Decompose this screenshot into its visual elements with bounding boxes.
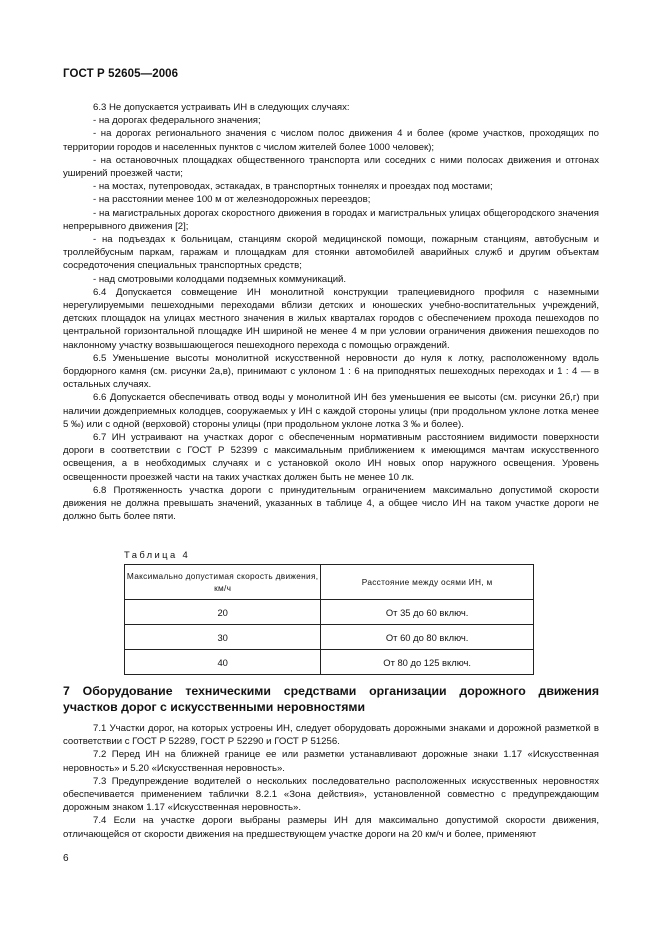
- table-cell-distance: От 80 до 125 включ.: [321, 650, 534, 675]
- table-row: [125, 625, 534, 650]
- section-6-body: [63, 101, 599, 524]
- document-header: ГОСТ Р 52605—2006: [63, 68, 179, 80]
- table-row: [125, 650, 534, 675]
- paragraph-6-6: 6.6 Допускается обеспечивать отвод воды у монолитной ИН без уменьшения ее высоты (см. рисунки 2б,г) при наличии дождеприемных колодцев, сооружаемых у ИН с каждой стороны улицы (при продольном уклоне лотка менее 5 ‰) или с одной (верховой) стороны улицы (при продольном уклоне лотка 3 ‰ и более).: [63, 392, 599, 430]
- table-cell-distance: От 35 до 60 включ.: [321, 600, 534, 625]
- table-row: [125, 600, 534, 625]
- list-item: - над смотровыми колодцами подземных коммуникаций.: [93, 273, 347, 285]
- section-7-heading: 7 Оборудование техническими средствами организации дорожного движения участков дорог с искусственными неровностями: [63, 684, 599, 714]
- column-header-distance: Расстояние между осями ИН, м: [321, 565, 534, 600]
- table-cell-speed: 20: [125, 600, 321, 625]
- table-4: [124, 564, 534, 675]
- paragraph-6-3: 6.3 Не допускается устраивать ИН в следующих случаях:: [93, 102, 350, 113]
- paragraph-6-7: 6.7 ИН устраивают на участках дорог с обеспеченным нормативным расстоянием видимости поверхности дороги в соответствии с ГОСТ Р 52399 с максимальным приближением к имеющимся мачтам искусственного освещения, а в необходимых случаях и с установкой около ИН новых опор наружного освещения. Уровень освещенности проезжей части на таких участках должен быть не менее 10 лк.: [63, 432, 599, 483]
- table-header-row: [125, 565, 534, 600]
- column-header-speed: Максимально допустимая скорость движения, км/ч: [125, 565, 321, 600]
- list-item: - на дорогах регионального значения с числом полос движения 4 и более (кроме участков, проходящих по территории городов и населенных пунктов с числом жителей более 1000 человек);: [63, 128, 599, 153]
- paragraph-7-1: 7.1 Участки дорог, на которых устроены ИН, следует оборудовать дорожными знаками и дорожной разметкой в соответствии с ГОСТ Р 52289, ГОСТ Р 52290 и ГОСТ Р 51256.: [63, 723, 599, 748]
- table-cell-speed: 40: [125, 650, 321, 675]
- table-caption: Таблица 4: [124, 549, 191, 560]
- list-item: - на подъездах к больницам, станциям скорой медицинской помощи, пожарным станциям, автобусным и троллейбусным паркам, гаражам и площадкам для стоянки автомобилей аварийных служб и другим объектам сосредоточения специальных транспортных средств;: [63, 234, 599, 272]
- paragraph-7-2: 7.2 Перед ИН на ближней границе ее или разметки устанавливают дорожные знаки 1.17 «Искусственная неровность» и 5.20 «Искусственная неровность».: [63, 749, 599, 774]
- table-cell-distance: От 60 до 80 включ.: [321, 625, 534, 650]
- list-item: - на остановочных площадках общественного транспорта или соседних с ними полосах движения и отгонах уширений проезжей части;: [63, 154, 599, 180]
- paragraph-6-8: 6.8 Протяженность участка дороги с принудительным ограничением максимально допустимой скорости движения не должна превышать значений, указанных в таблице 4, а общее число ИН на таком участке дороги не должно быть более пяти.: [63, 484, 599, 523]
- list-item: - на мостах, путепроводах, эстакадах, в транспортных тоннелях и проездах под мостами;: [93, 181, 493, 193]
- list-item: - на дорогах федерального значения;: [93, 115, 261, 127]
- list-item: - на расстоянии менее 100 м от железнодорожных переездов;: [93, 194, 371, 206]
- section-7-body: [63, 722, 599, 841]
- list-item: - на магистральных дорогах скоростного движения в городах и магистральных улицах общегородского значения непрерывного движения [2];: [63, 207, 599, 232]
- paragraph-7-4: 7.4 Если на участке дороги выбраны размеры ИН для максимально допустимой скорости движения, отличающейся от скорости движения на предшествующем участке дороги на 20 км/ч и более, применяют: [63, 815, 599, 840]
- paragraph-6-5: 6.5 Уменьшение высоты монолитной искусственной неровности до нуля к лотку, расположенному вдоль бордюрного камня (см. рисунки 2а,в), принимают с уклоном 1 : 6 на приподнятых пешеходных переходах и 1 : 4 — в остальных случаях.: [63, 352, 599, 391]
- paragraph-7-3: 7.3 Предупреждение водителей о нескольких последовательно расположенных искусственных неровностях обеспечивается применением таблички 8.2.1 «Зона действия», установленной совместно с предупреждающим дорожным знаком 1.17 «Искусственная неровность».: [63, 775, 599, 814]
- table-cell-speed: 30: [125, 625, 321, 650]
- page-number: 6: [63, 853, 69, 864]
- paragraph-6-4: 6.4 Допускается совмещение ИН монолитной конструкции трапециевидного профиля с наземными нерегулируемыми пешеходными переходами вблизи детских и юношеских учебно-воспитательных учреждений, детских площадок на улицах местного значения в жилых кварталах городов с обеспечением прохода пешеходов по центральной горизонтальной площадке ИН шириной не менее 4 м при условии ограничения движения пешеходов по наклонному участку возвышающегося пешеходного перехода с помощью ограждений.: [63, 286, 599, 351]
